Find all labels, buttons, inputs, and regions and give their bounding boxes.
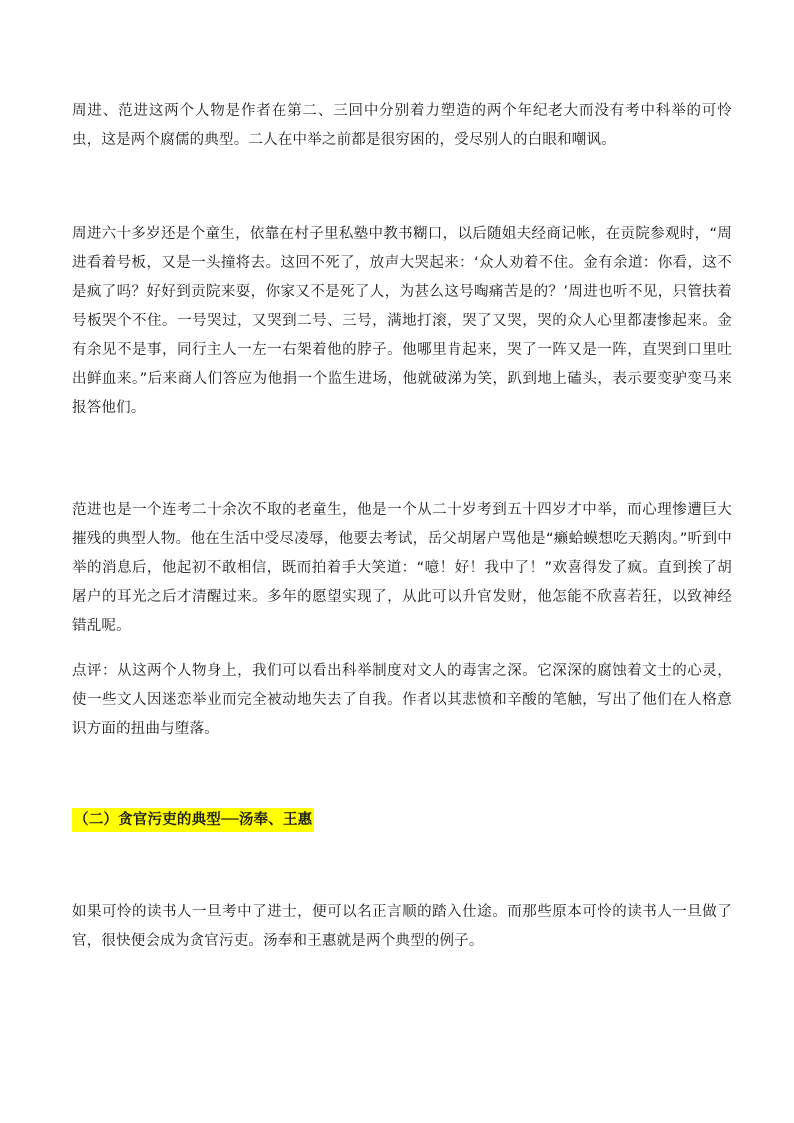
- paragraph-fan-jin-text-a: 范进也是一个连考二十余次不取的老童生，他是一个从二十岁考到五十四岁才中举，而心理惨遭巨大摧残的典型人物。他在生活中受尽凌辱，他要去考试，岳父胡屠户骂他是“: [72, 502, 732, 547]
- paragraph-officials: 如果可怜的读书人一旦考中了进士，便可以名正言顺的踏入仕途。而那些原本可怜的读书人一旦做了官，很快便会成为贪官污吏。汤奉和王惠就是两个典型的例子。: [72, 904, 732, 949]
- paragraph-zhou-jin-text-b: ，又是一头撞将去。这回不死了，放声大哭起来：‘众人劝着不住。金有余道：你看，这不是疯了吗？好好到贡院来耍，你家又不是死了人，为甚么这号啕痛苦是的？’周进也听不见，只管扶着号板哭个不住。一号哭过，又哭到二号、三号，满地打滚，哭了又哭，哭的众人心里都凄惨起来。金有余见不是事，同行主人一左一右架着他的脖子。他哪里肯起来，哭了一阵又是一阵，直哭到口里吐出鲜血来。”后来商人们答应为他捐一个监生进场，他就破涕为笑，趴到地上磕头，表示要变驴变马来报答他们。: [72, 255, 732, 416]
- paragraph-intro: 周进、范进这两个人物是作者在第二、三回中分别着力塑造的两个年纪老大而没有考中科举的可怜虫，这是两个腐儒的典型。二人在中举之前都是很穷困的，受尽别人的白眼和嘲讽。: [72, 103, 732, 148]
- paragraph-zhou-jin-text-a: 周进六十多岁还是个童生，依靠在村子里私塾中教书糊口，以后随姐夫经商记帐，在贡院参观时，“: [72, 226, 718, 242]
- paragraph-fan-jin: [72, 496, 732, 641]
- paragraph-fan-jin-text-b: 。”听到中举的消息后，他起初不敢相信，既而拍着手大笑道：“噫！好！我中了！”欢喜得发了疯。直到挨了胡屠户的耳光之后才清醒过来。多年的愿望实现了，从此可以升官发财，他怎能不欣喜若狂，以致神经错乱呢。: [72, 531, 733, 634]
- paragraph-commentary: 点评：从这两个人物身上，我们可以看出科举制度对文人的毒害之深。它深深的腐蚀着文士的心灵，使一些文人因迷恋举业而完全被动地失去了自我。作者以其悲愤和辛酸的笔触，写出了他们在人格意识方面的扭曲与堕落。: [72, 663, 732, 737]
- paragraph-zhou-jin-quote: 周进看着号板: [72, 226, 732, 271]
- section-heading: （二）贪官污吏的典型──汤奉、王惠: [72, 808, 314, 832]
- paragraph-fan-jin-quote: 癞蛤蟆想吃天鹅肉: [553, 531, 673, 547]
- paragraph-zhou-jin: [72, 220, 732, 423]
